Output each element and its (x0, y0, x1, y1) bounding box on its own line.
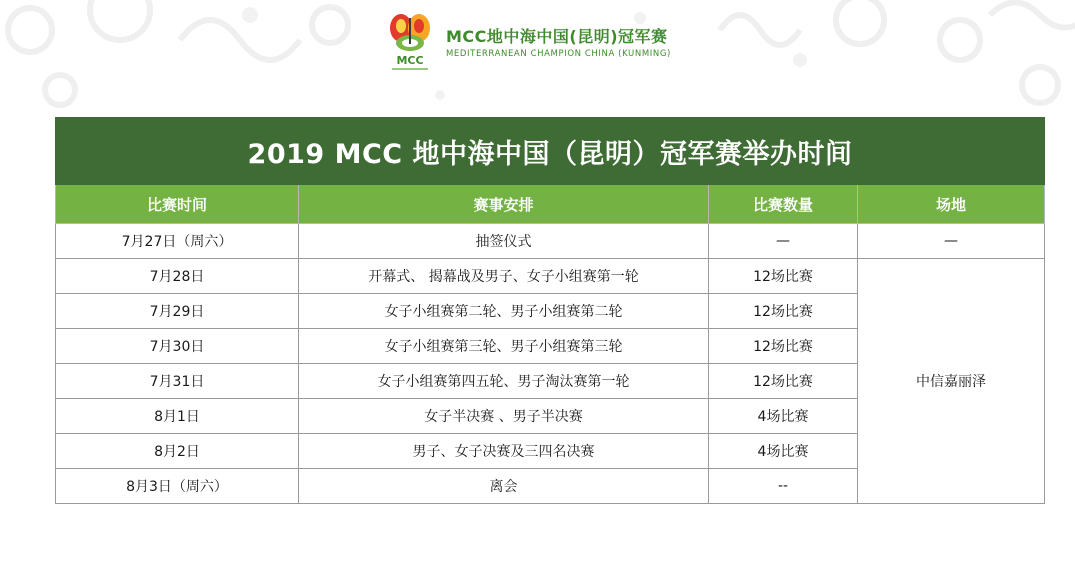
cell-schedule: 女子半决赛 、男子半决赛 (299, 399, 709, 434)
cell-schedule: 女子小组赛第四五轮、男子淘汰赛第一轮 (299, 364, 709, 399)
cell-date: 8月3日（周六） (56, 469, 299, 504)
header-venue: 场地 (858, 185, 1045, 224)
table-row (56, 259, 1045, 294)
cell-count: 12场比赛 (709, 259, 858, 294)
cell-date: 7月27日（周六） (56, 224, 299, 259)
header-schedule: 赛事安排 (299, 185, 709, 224)
logo-title: MCC地中海中国(昆明)冠军赛 (446, 26, 668, 46)
cell-schedule: 女子小组赛第三轮、男子小组赛第三轮 (299, 329, 709, 364)
cell-date: 7月30日 (56, 329, 299, 364)
cell-date: 7月31日 (56, 364, 299, 399)
cell-date: 7月29日 (56, 294, 299, 329)
schedule-table (55, 117, 1045, 504)
header-count: 比赛数量 (709, 185, 858, 224)
cell-count: — (709, 224, 858, 259)
header-date: 比赛时间 (56, 185, 299, 224)
cell-count: 12场比赛 (709, 364, 858, 399)
cell-schedule: 女子小组赛第二轮、男子小组赛第二轮 (299, 294, 709, 329)
cell-date: 7月28日 (56, 259, 299, 294)
butterfly-logo-icon (384, 10, 436, 76)
cell-schedule: 开幕式、 揭幕战及男子、女子小组赛第一轮 (299, 259, 709, 294)
table-title-row (56, 118, 1045, 185)
table-row (56, 224, 1045, 259)
cell-count: 4场比赛 (709, 434, 858, 469)
cell-date: 8月2日 (56, 434, 299, 469)
cell-count: 4场比赛 (709, 399, 858, 434)
table-title: 2019 MCC 地中海中国（昆明）冠军赛举办时间 (56, 118, 1045, 185)
logo-badge-text: MCC (396, 54, 424, 67)
event-logo (384, 8, 671, 78)
cell-date: 8月1日 (56, 399, 299, 434)
cell-count: 12场比赛 (709, 329, 858, 364)
cell-count: 12场比赛 (709, 294, 858, 329)
logo-subtitle: MEDITERRANEAN CHAMPION CHINA (KUNMING) (446, 48, 671, 59)
cell-venue: — (858, 224, 1045, 259)
table-header-row (56, 185, 1045, 224)
cell-venue-merged: 中信嘉丽泽 (858, 259, 1045, 504)
cell-schedule: 抽签仪式 (299, 224, 709, 259)
cell-count: -- (709, 469, 858, 504)
cell-schedule: 离会 (299, 469, 709, 504)
cell-schedule: 男子、女子决赛及三四名决赛 (299, 434, 709, 469)
schedule-table-container (55, 117, 1044, 504)
